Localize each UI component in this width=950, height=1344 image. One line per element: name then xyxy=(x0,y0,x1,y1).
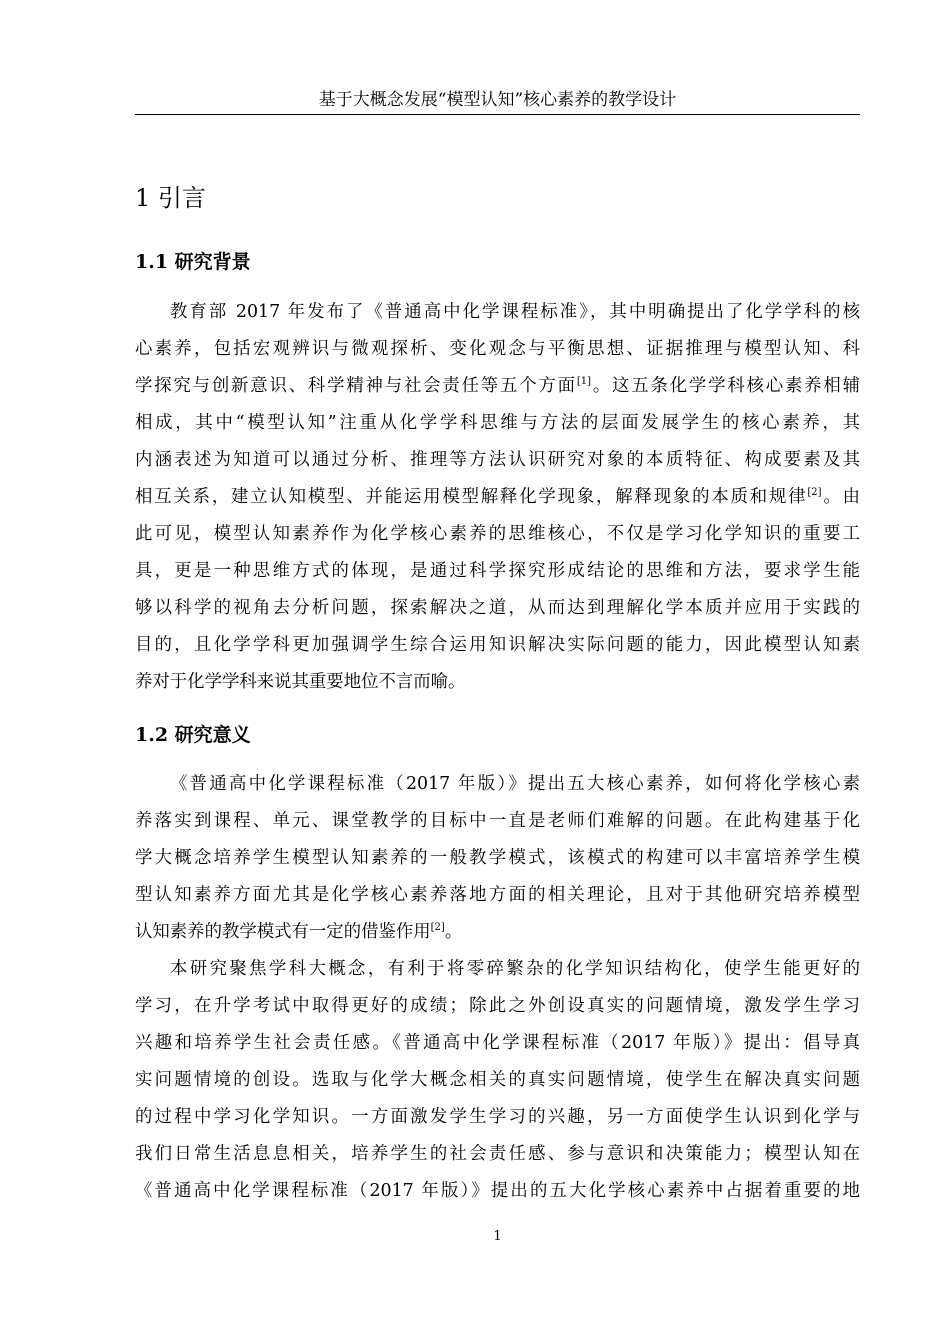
text-line xyxy=(135,368,860,405)
text-line xyxy=(135,1025,860,1062)
text-line xyxy=(135,294,860,331)
line-text: 内涵表述为知道可以通过分析、推理等方法认识研究对象的本质特征、构成要素及其 xyxy=(135,450,860,470)
text-line xyxy=(135,1099,860,1136)
line-text: 此可见，模型认知素养作为化学核心素养的思维核心，不仅是学习化学知识的重要工 xyxy=(135,524,860,544)
line-text: 《普通高中化学课程标准（2017 年版）》提出的五大化学核心素养中占据着重要的地 xyxy=(135,1181,860,1201)
text-line xyxy=(135,664,860,701)
page-number: 1 xyxy=(493,1229,502,1244)
citation-marker: [2] xyxy=(807,487,822,499)
line-text: 相互关系，建立认知模型、并能运用模型解释化学现象，解释现象的本质和规律 xyxy=(135,487,808,507)
line-text: 我们日常生活息息相关，培养学生的社会责任感、参与意识和决策能力；模型认知在 xyxy=(135,1144,860,1164)
running-header: 基于大概念发展“模型认知”核心素养的教学设计 xyxy=(318,90,677,110)
paragraph xyxy=(135,951,860,1210)
text-line xyxy=(135,516,860,553)
line-text: 教育部 2017 年发布了《普通高中化学课程标准》，其中明确提出了化学学科的核 xyxy=(170,302,860,322)
text-line xyxy=(135,877,860,914)
text-line xyxy=(135,803,860,840)
line-text: 型认知素养方面尤其是化学核心素养落地方面的相关理论，且对于其他研究培养模型 xyxy=(135,885,860,905)
line-text: 兴趣和培养学生社会责任感。《普通高中化学课程标准（2017 年版）》提出：倡导真 xyxy=(135,1033,860,1053)
paragraph xyxy=(135,766,860,951)
text-line xyxy=(135,331,860,368)
citation-marker: [1] xyxy=(576,376,592,388)
line-text: 实问题情境的创设。选取与化学大概念相关的真实问题情境，使学生在解决真实问题 xyxy=(135,1070,860,1090)
line-text: 的过程中学习化学知识。一方面激发学生学习的兴趣，另一方面使学生认识到化学与 xyxy=(135,1107,860,1127)
citation-marker: [2] xyxy=(430,922,445,934)
section-title: 1.1 研究背景 xyxy=(135,251,251,273)
chapter-title: 1 引言 xyxy=(135,184,206,212)
line-text: 心素养，包括宏观辨识与微观探析、变化观念与平衡思想、证据推理与模型认知、科 xyxy=(135,339,860,359)
line-text-after-citation: 。这五条化学学科核心素养相辅 xyxy=(591,376,860,396)
line-text-after-citation: 。由 xyxy=(821,487,860,507)
text-line xyxy=(135,840,860,877)
line-text: 《普通高中化学课程标准（2017 年版）》提出五大核心素养，如何将化学核心素 xyxy=(170,774,860,794)
text-line xyxy=(135,1136,860,1173)
text-line xyxy=(135,766,860,803)
text-line xyxy=(135,1173,860,1210)
line-text: 够以科学的视角去分析问题，探索解决之道，从而达到理解化学本质并应用于实践的 xyxy=(135,598,860,618)
line-text: 目的，且化学学科更加强调学生综合运用知识解决实际问题的能力，因此模型认知素 xyxy=(135,635,860,655)
header-rule xyxy=(135,114,860,115)
paragraph xyxy=(135,294,860,701)
line-text: 认知素养的教学模式有一定的借鉴作用 xyxy=(135,922,431,942)
text-line xyxy=(135,627,860,664)
text-line xyxy=(135,988,860,1025)
line-text: 具，更是一种思维方式的体现，是通过科学探究形成结论的思维和方法，要求学生能 xyxy=(135,561,860,581)
line-text: 养对于化学学科来说其重要地位不言而喻。 xyxy=(135,672,466,692)
text-line xyxy=(135,442,860,479)
line-text: 本研究聚焦学科大概念，有利于将零碎繁杂的化学知识结构化，使学生能更好的 xyxy=(170,959,860,979)
text-line xyxy=(135,914,860,951)
text-line xyxy=(135,590,860,627)
text-line xyxy=(135,1062,860,1099)
text-line xyxy=(135,405,860,442)
line-text-after-citation: 。 xyxy=(444,922,463,942)
line-text: 学大概念培养学生模型认知素养的一般教学模式，该模式的构建可以丰富培养学生模 xyxy=(135,848,860,868)
line-text: 养落实到课程、单元、课堂教学的目标中一直是老师们难解的问题。在此构建基于化 xyxy=(135,811,860,831)
text-line xyxy=(135,479,860,516)
line-text: 学习，在升学考试中取得更好的成绩；除此之外创设真实的问题情境，激发学生学习 xyxy=(135,996,860,1016)
text-line xyxy=(135,951,860,988)
line-text: 相成，其中“模型认知”注重从化学学科思维与方法的层面发展学生的核心素养，其 xyxy=(135,413,860,433)
line-text: 学探究与创新意识、科学精神与社会责任等五个方面 xyxy=(135,376,577,396)
text-line xyxy=(135,553,860,590)
section-title: 1.2 研究意义 xyxy=(135,724,251,746)
